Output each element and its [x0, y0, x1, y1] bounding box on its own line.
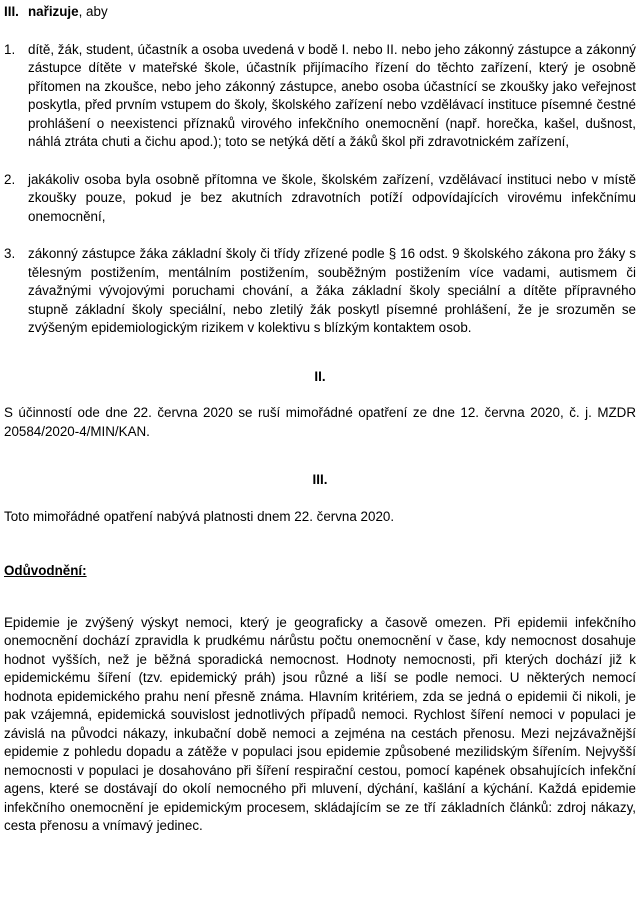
list-item-text: jakákoliv osoba byla osobně přítomna ve škole, školském zařízení, vzdělávací instituci nebo v místě zkoušky pouze, pokud je bez akutních zdravotních potíží odpovídajících virovému infekčnímu onemocnění, — [28, 171, 636, 224]
section-header — [4, 3, 636, 22]
list-item — [4, 171, 636, 227]
section-heading-ii: II. — [314, 368, 326, 384]
section-ii-text: S účinností ode dne 22. června 2020 se ruší mimořádné opatření ze dne 12. června 2020, č. j. MZDR 20584/2020-4/MIN/KAN. — [4, 405, 636, 439]
section-header-rest: , aby — [78, 4, 108, 19]
list-item — [4, 245, 636, 338]
section-verb: nařizuje — [28, 4, 79, 19]
list-item-text: zákonný zástupce žáka základní školy či třídy zřízené podle § 16 odst. 9 školského zákona pro žáky s tělesným postižením, mentálním postižením, souběžným postižením více vadami, autismem či závažnými vývojovými poruchami chování, a žáka základní školy speciální a dítěte přípravného stupně základní školy speciální, nebo zletilý žák poskytl písemné prohlášení, že je srozuměn se zvýšeným epidemiologickým rizikem v kolektivu s blízkým kontaktem osob. — [28, 246, 636, 335]
section-number: III. — [4, 4, 19, 19]
reasoning-heading: Odůvodnění: — [4, 563, 87, 578]
document-page — [4, 3, 636, 836]
section-iii-text: Toto mimořádné opatření nabývá platnosti dnem 22. června 2020. — [4, 508, 395, 524]
list-item-number: 2. — [4, 171, 16, 187]
list-item-number: 1. — [4, 41, 16, 57]
list-item — [4, 41, 636, 152]
section-heading-iii: III. — [312, 472, 328, 487]
list-item-text: dítě, žák, student, účastník a osoba uvedená v bodě I. nebo II. nebo jeho zákonný zástupce a zákonný zástupce dítěte v mateřské škole, účastník přijímacího řízení do těchto zařízení, který je osobně přítomen na zkoušce, nebo jeho zákonný zástupce, anebo osoba účastnící se zkoušky jako veřejnost poskytla, před prvním vstupem do školy, školského zařízení nebo vzdělávací instituce písemné čestné prohlášení o neexistenci příznaků virového infekčního onemocnění (např. horečka, kašel, dušnost, náhlá ztráta chuti a čichu apod.); toto se netýká dětí a žáků škol při zdravotnickém zařízení, — [28, 41, 636, 149]
list-item-number: 3. — [4, 246, 16, 261]
reasoning-text: Epidemie je zvýšený výskyt nemoci, který je geograficky a časově omezen. Při epidemii infekčního onemocnění dochází zpravidla k prudkému nárůstu počtu onemocnění v čase, kdy nemocnost dosahuje hodnot vyšších, než je běžná sporadická nemocnost. Hodnoty nemocnosti, při kterých dochází již k epidemickému šíření (tzv. epidemický práh) jsou různé a liší se podle nemoci. U některých nemocí hodnota epidemického prahu není přesně známa. Hlavním kritériem, zda se jedná o epidemii či nikoli, je pak vzájemná, epidemická souvislost jednotlivých případů nemoci. Rychlost šíření nemoci v populaci je závislá na původci nákazy, inkubační době nemoci a zejména na cestách přenosu. Mezi nejzávažnější epidemie z pohledu dopadu a zátěže v populaci jsou epidemie způsobené mezilidským šířením. Nejvyšší nemocnosti v populaci je dosahováno při šíření respirační cestou, pomocí kapének obsahujících infekční agens, které se dostávají do okolí nemocného při mluvení, dýchání, kašlání a kýchání. Každá epidemie infekčního onemocnění je epidemickým procesem, skládajícím se ze tří základních článků: zdroj nákazy, cesta přenosu a vnímavý jedinec. — [4, 614, 636, 833]
